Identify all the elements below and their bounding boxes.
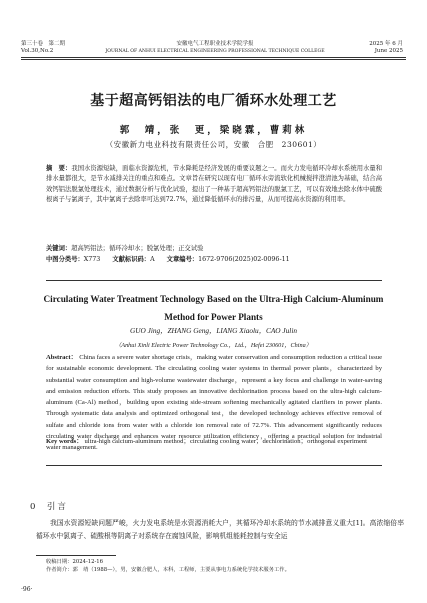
classification-info xyxy=(46,255,382,265)
issue-date-en: June 2025 xyxy=(374,48,403,54)
footnote-received: 收稿日期：2024-12-16 xyxy=(46,559,104,565)
journal-name-en: JOURNAL OF ANHUI ELECTRICAL ENGINEERING PROFESSIONAL TECHNIQUE COLLEGE xyxy=(105,49,325,54)
doc-code-item xyxy=(112,255,154,265)
article-no-item xyxy=(167,255,290,265)
section-heading-intro xyxy=(30,500,68,512)
volume-en: Vol.30,No.2 xyxy=(21,48,54,54)
section-title: 引言 xyxy=(46,502,68,512)
title-cn: 基于超高钙铝法的电厂循环水处理工艺 xyxy=(90,93,337,109)
issue-date xyxy=(369,41,403,55)
article-no-label: 文章编号： xyxy=(166,256,199,263)
abstract-end-divider xyxy=(46,465,382,466)
article-no-value: 1672-9706(2025)02-0096-11 xyxy=(198,256,290,263)
keywords-en-label: Key words： xyxy=(46,438,83,445)
abstract-cn-text: 我国水资源短缺，面临水资源危机，节水降耗是经济发展的重要议题之一。而火力发电循环冷却水系统用水量和排水量都很大，是节水减排关注的重点和难点。文章旨在研究以现有电厂循环水旁流软化机械搅拌澄清池为基础，结合高效钙铝法脱氯处理技术，通过数据分析与优化试验，提出了一种基于超高钙铝法的脱氯工艺，可以有效地去除水体中硫酸根离子与氯离子，其中氯离子去除率可达到72.7%，通过降低循环水的排污量，从而可提高水资源的利用率。 xyxy=(46,165,383,204)
affiliation-en: （Anhui Xinli Electric Power Technology Co.，Ltd.，Hefei 230601，China） xyxy=(115,342,312,349)
doc-code-label: 文献标识码： xyxy=(112,256,151,263)
abstract-cn-label: 摘 要： xyxy=(46,165,72,172)
clc-label: 中图分类号： xyxy=(46,256,84,263)
keywords-cn-label: 关键词： xyxy=(46,245,72,252)
journal-name xyxy=(100,41,330,55)
authors-cn: 郭 靖，张 更，梁晓霖，曹莉林 xyxy=(119,125,308,136)
header-rule xyxy=(21,57,406,58)
abstract-cn xyxy=(46,164,382,206)
section-number: 0 xyxy=(30,502,38,512)
affiliation-cn: （安徽新力电业科技有限责任公司，安徽 合肥 230601） xyxy=(105,140,322,149)
footnote-rule xyxy=(36,555,116,556)
keywords-cn xyxy=(46,244,382,254)
volume-cn: 第三十卷 第二期 xyxy=(21,41,66,47)
header-rule-thin xyxy=(21,59,406,60)
abstract-en-text: China faces a severe water shortage crisis，making water conservation and consumption reduction a critical issue for sustainable economic development. The circulating cooling water systems in thermal power plants，characterized by substantial water consumption and high-volume wastewater discharge，represent a key focus and challenge in water-saving and emission reduction efforts. This study proposes an innovative dechlorination process based on the ultra-high calcium-aluminum (Ca-Al) method，building upon existing side-stream softening mechanically agitated clarifiers in power plants. Through systematic data analysis and optimized orthogonal test，the developed technology achieves effective removal of sulfate and chloride ions from water with a chloride ion removal rate of 72.7%. This advancement significantly reduces circulating water discharge and enhances water resource utilization efficiency，offering a practical solution for industrial water management. xyxy=(46,354,382,452)
keywords-en xyxy=(46,436,382,447)
journal-name-cn: 安徽电气工程职业技术学院学报 xyxy=(176,41,254,47)
clc-value: X773 xyxy=(83,256,101,263)
intro-paragraph: 我国水资源短缺问题严峻，火力发电系统是水资源消耗大户，其循环冷却水系统的节水减排意义重大[1]。高浓缩倍率循环水中氯离子、硫酸根等阴离子对系统存在腐蚀风险，影响机组能耗控制与安全运 xyxy=(36,519,404,540)
page-number: ·96· xyxy=(21,586,33,593)
volume-info xyxy=(21,41,65,55)
footnote-author-bio: 作者简介：郭 靖（1988—），男，安徽合肥人，本科，工程师，主要从事电力系统化学技术服务工作。 xyxy=(46,567,290,573)
keywords-cn-text: 超高钙铝法；循环冷却水；脱氯处理；正交试验 xyxy=(71,245,204,252)
issue-date-cn: 2025 年 6 月 xyxy=(369,41,403,47)
authors-en: GUO Jing，ZHANG Geng，LIANG Xiaolu，CAO Julin xyxy=(129,326,297,335)
doc-code-value: A xyxy=(150,256,155,263)
abstract-en-label: Abstract： xyxy=(46,354,78,361)
clc-item xyxy=(46,255,100,265)
keywords-en-text: ultra-high calcium-aluminum method；circulating cooling water；dechlorination；orthogonal experiment xyxy=(84,438,368,445)
title-en: Circulating Water Treatment Technology Based on the Ultra-High Calcium-Aluminum Method for Power Plants xyxy=(43,294,384,322)
section-divider xyxy=(46,280,382,281)
